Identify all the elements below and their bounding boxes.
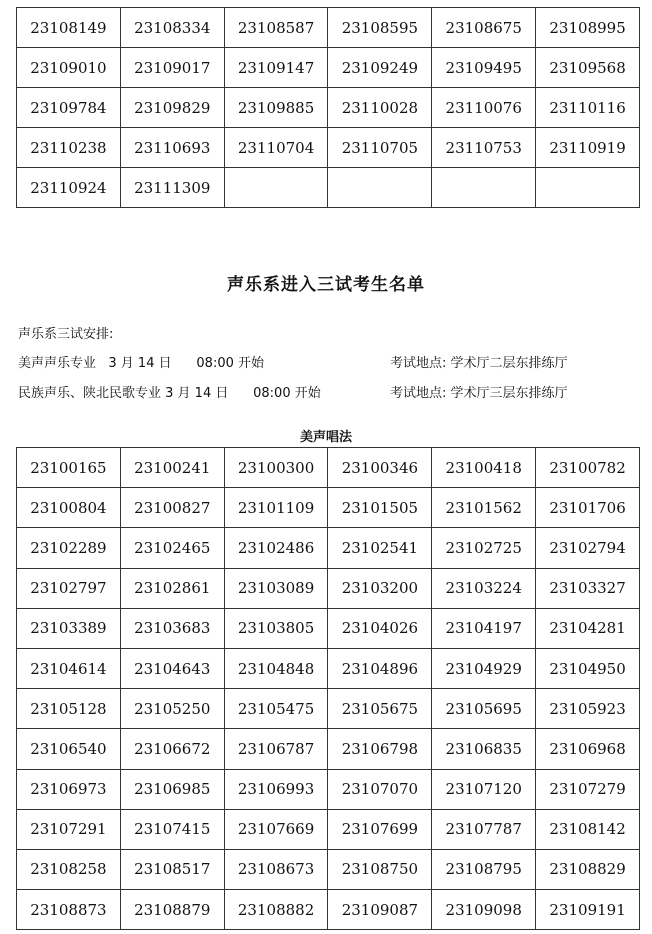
table-cell: 23100782 bbox=[536, 448, 640, 488]
table-cell: 23108595 bbox=[328, 8, 432, 48]
table-row bbox=[17, 689, 640, 729]
arrangement-heading: 声乐系三试安排: bbox=[18, 327, 114, 342]
table-row bbox=[17, 528, 640, 568]
table-cell: 23107699 bbox=[328, 809, 432, 849]
table-cell: 23107291 bbox=[17, 809, 121, 849]
table-cell: 23101706 bbox=[536, 488, 640, 528]
table-cell: 23106798 bbox=[328, 729, 432, 769]
table-cell: 23101505 bbox=[328, 488, 432, 528]
table-cell: 23106985 bbox=[120, 769, 224, 809]
table-cell: 23106993 bbox=[224, 769, 328, 809]
table-cell: 23102725 bbox=[432, 528, 536, 568]
table-cell: 23101562 bbox=[432, 488, 536, 528]
table-cell: 23105475 bbox=[224, 689, 328, 729]
table-cell: 23106968 bbox=[536, 729, 640, 769]
table-cell bbox=[432, 168, 536, 208]
table-cell: 23108795 bbox=[432, 849, 536, 889]
table-cell: 23104614 bbox=[17, 648, 121, 688]
table-cell: 23107279 bbox=[536, 769, 640, 809]
table-cell: 23105250 bbox=[120, 689, 224, 729]
table-row bbox=[17, 128, 640, 168]
table-cell: 23108829 bbox=[536, 849, 640, 889]
table-cell: 23106540 bbox=[17, 729, 121, 769]
table-cell: 23104848 bbox=[224, 648, 328, 688]
table-cell: 23102486 bbox=[224, 528, 328, 568]
table-cell: 23109191 bbox=[536, 890, 640, 930]
table-cell: 23100300 bbox=[224, 448, 328, 488]
table-cell: 23108587 bbox=[224, 8, 328, 48]
table-cell: 23100346 bbox=[328, 448, 432, 488]
location-folk: 考试地点: 学术厅三层东排练厅 bbox=[390, 386, 568, 401]
table-row bbox=[17, 168, 640, 208]
table-cell: 23110919 bbox=[536, 128, 640, 168]
table-cell: 23104197 bbox=[432, 608, 536, 648]
table-cell: 23108879 bbox=[120, 890, 224, 930]
table-cell: 23102797 bbox=[17, 568, 121, 608]
table-row bbox=[17, 48, 640, 88]
table-row bbox=[17, 568, 640, 608]
table-row bbox=[17, 448, 640, 488]
table-cell: 23100241 bbox=[120, 448, 224, 488]
table-cell: 23111309 bbox=[120, 168, 224, 208]
table-cell: 23105675 bbox=[328, 689, 432, 729]
table-row bbox=[17, 8, 640, 48]
table-cell: 23108873 bbox=[17, 890, 121, 930]
table-cell bbox=[328, 168, 432, 208]
table-cell: 23108750 bbox=[328, 849, 432, 889]
table-row bbox=[17, 809, 640, 849]
table-cell: 23102861 bbox=[120, 568, 224, 608]
table-cell: 23109568 bbox=[536, 48, 640, 88]
table-cell: 23107787 bbox=[432, 809, 536, 849]
table-cell: 23108258 bbox=[17, 849, 121, 889]
table-cell: 23107120 bbox=[432, 769, 536, 809]
table-cell: 23103683 bbox=[120, 608, 224, 648]
table-cell: 23103089 bbox=[224, 568, 328, 608]
bel-canto-candidate-table bbox=[16, 447, 640, 930]
table-cell: 23110028 bbox=[328, 88, 432, 128]
table-cell: 23103327 bbox=[536, 568, 640, 608]
table-cell: 23109017 bbox=[120, 48, 224, 88]
table-cell: 23109010 bbox=[17, 48, 121, 88]
table-cell: 23107669 bbox=[224, 809, 328, 849]
table-cell: 23110238 bbox=[17, 128, 121, 168]
section-title: 美声唱法 bbox=[299, 430, 352, 445]
table-cell: 23109495 bbox=[432, 48, 536, 88]
table-cell: 23109829 bbox=[120, 88, 224, 128]
table-cell: 23109087 bbox=[328, 890, 432, 930]
table-cell: 23100804 bbox=[17, 488, 121, 528]
table-cell: 23109147 bbox=[224, 48, 328, 88]
table-cell: 23105695 bbox=[432, 689, 536, 729]
table-cell: 23110753 bbox=[432, 128, 536, 168]
table-cell: 23102465 bbox=[120, 528, 224, 568]
table-cell: 23104281 bbox=[536, 608, 640, 648]
table-cell: 23103224 bbox=[432, 568, 536, 608]
table-cell: 23106787 bbox=[224, 729, 328, 769]
candidate-table-continued bbox=[16, 7, 640, 208]
schedule-bel-canto: 美声声乐专业 3 月 14 日 08:00 开始 bbox=[18, 356, 264, 371]
table-row bbox=[17, 488, 640, 528]
table-cell: 23108995 bbox=[536, 8, 640, 48]
table-cell bbox=[536, 168, 640, 208]
table-cell: 23105128 bbox=[17, 689, 121, 729]
table-cell: 23105923 bbox=[536, 689, 640, 729]
table-cell: 23104643 bbox=[120, 648, 224, 688]
table-cell: 23104950 bbox=[536, 648, 640, 688]
table-cell: 23110693 bbox=[120, 128, 224, 168]
table-cell: 23106973 bbox=[17, 769, 121, 809]
table-cell: 23100418 bbox=[432, 448, 536, 488]
table-cell: 23104896 bbox=[328, 648, 432, 688]
table-row bbox=[17, 769, 640, 809]
table-row bbox=[17, 890, 640, 930]
table-cell: 23106672 bbox=[120, 729, 224, 769]
table-cell: 23108142 bbox=[536, 809, 640, 849]
table-cell: 23108882 bbox=[224, 890, 328, 930]
table-cell: 23104026 bbox=[328, 608, 432, 648]
table-cell: 23108675 bbox=[432, 8, 536, 48]
table-cell: 23108334 bbox=[120, 8, 224, 48]
table-row bbox=[17, 608, 640, 648]
location-bel-canto: 考试地点: 学术厅二层东排练厅 bbox=[390, 356, 568, 371]
table-cell: 23104929 bbox=[432, 648, 536, 688]
table-row bbox=[17, 648, 640, 688]
table-cell: 23102289 bbox=[17, 528, 121, 568]
table-cell: 23108149 bbox=[17, 8, 121, 48]
table-row bbox=[17, 729, 640, 769]
table-cell: 23110076 bbox=[432, 88, 536, 128]
schedule-folk: 民族声乐、陕北民歌专业 3 月 14 日 08:00 开始 bbox=[18, 386, 321, 401]
table-cell: 23110705 bbox=[328, 128, 432, 168]
table-cell: 23103805 bbox=[224, 608, 328, 648]
table-cell: 23107415 bbox=[120, 809, 224, 849]
table-cell: 23103389 bbox=[17, 608, 121, 648]
table-cell: 23108517 bbox=[120, 849, 224, 889]
table-cell: 23102794 bbox=[536, 528, 640, 568]
table-cell: 23101109 bbox=[224, 488, 328, 528]
table-cell: 23109098 bbox=[432, 890, 536, 930]
table-cell: 23110924 bbox=[17, 168, 121, 208]
table-cell: 23109885 bbox=[224, 88, 328, 128]
table-cell: 23100165 bbox=[17, 448, 121, 488]
table-cell bbox=[224, 168, 328, 208]
table-cell: 23109249 bbox=[328, 48, 432, 88]
table-cell: 23106835 bbox=[432, 729, 536, 769]
table-cell: 23108673 bbox=[224, 849, 328, 889]
table-cell: 23110116 bbox=[536, 88, 640, 128]
page-title: 声乐系进入三试考生名单 bbox=[227, 275, 425, 295]
table-cell: 23103200 bbox=[328, 568, 432, 608]
table-cell: 23109784 bbox=[17, 88, 121, 128]
table-cell: 23107070 bbox=[328, 769, 432, 809]
table-row bbox=[17, 849, 640, 889]
table-cell: 23100827 bbox=[120, 488, 224, 528]
table-cell: 23110704 bbox=[224, 128, 328, 168]
table-row bbox=[17, 88, 640, 128]
table-cell: 23102541 bbox=[328, 528, 432, 568]
